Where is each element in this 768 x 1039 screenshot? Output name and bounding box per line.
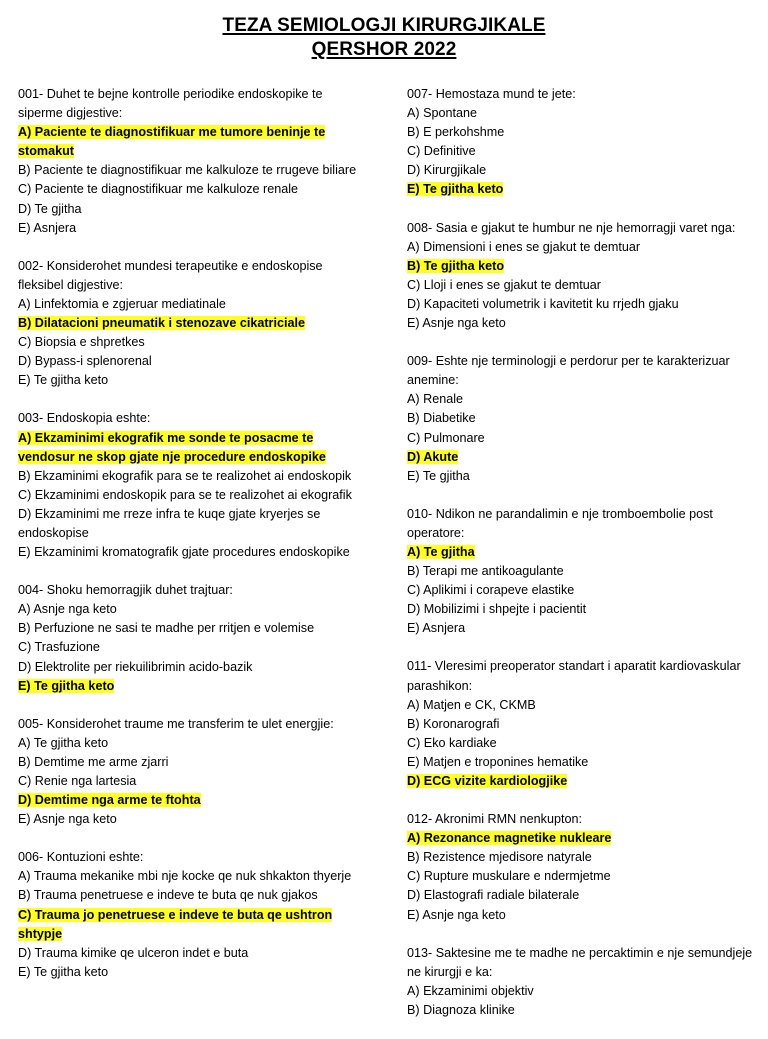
answer-option-text: C) Biopsia e shpretkes [18,335,145,350]
answer-option-text: B) Paciente te diagnostifikuar me kalkuloze te rrugeve biliare [18,163,357,178]
answer-option-text: D) Elektrolite per riekuilibrimin acido-bazik [18,659,253,674]
answer-option [407,753,757,772]
question-block [407,352,757,486]
answer-option-text: B) Demtime me arme zjarri [18,754,169,769]
question-text: 001- Duhet te bejne kontrolle periodike endoskopike te siperme digjestive: [18,87,323,121]
correct-answer-option [18,677,368,696]
answer-option [407,600,757,619]
answer-option-text: E) Asnje nga keto [407,316,506,331]
question-block [407,85,757,200]
answer-option [407,390,757,409]
answer-option [18,352,368,371]
answer-option-text: C) Definitive [407,144,476,159]
question-block [18,257,368,391]
question-block [407,810,757,925]
answer-option-text: B) Ekzaminimi ekografik para se te realizohet ai endoskopik [18,468,352,483]
answer-option [18,944,368,963]
answer-option-text: E) Te gjitha keto [18,373,109,388]
answer-option [18,963,368,982]
answer-option-text: D) ECG vizite kardiologjike [407,774,568,788]
answer-option-text: C) Paciente te diagnostifikuar me kalkuloze renale [18,182,299,197]
answer-option-text: A) Te gjitha [407,544,475,559]
answer-option-text: B) Te gjitha keto [407,258,505,273]
question-text: 013- Saktesine me te madhe ne percaktimin e nje semundjeje ne kirurgji e ka: [407,945,753,979]
question-text: 008- Sasia e gjakut te humbur ne nje hemorragji varet nga: [407,220,736,235]
answer-option-text: B) Trauma penetruese e indeve te buta qe nuk gjakos [18,888,318,903]
answer-option-text: B) Diagnoza klinike [407,1002,515,1017]
answer-option-text: D) Bypass-i splenorenal [18,354,152,369]
answer-option [407,562,757,581]
correct-answer-option [18,906,368,944]
answer-option-text: A) Ekzaminimi ekografik me sonde te posacme te vendosur ne skop gjate nje procedure endoskopike [18,430,326,464]
answer-option-text: E) Te gjitha [407,468,470,483]
answer-option [407,734,757,753]
answer-option [18,658,368,677]
question-text: 002- Konsiderohet mundesi terapeutike e endoskopise fleksibel digjestive: [18,258,323,292]
answer-option [407,142,757,161]
answer-option-text: B) Rezistence mjedisore natyrale [407,850,592,865]
answer-option [407,429,757,448]
answer-option-text: B) Dilatacioni pneumatik i stenozave cikatriciale [18,316,305,331]
answer-option [18,486,368,505]
answer-option-text: B) Terapi me antikoagulante [407,564,564,579]
answer-option-text: C) Ekzaminimi endoskopik para se te realizohet ai ekografik [18,487,352,502]
correct-answer-option [407,543,757,562]
answer-option [18,886,368,905]
answer-option-text: A) Renale [407,392,464,407]
answer-option [407,295,757,314]
answer-option-text: C) Aplikimi i corapeve elastike [407,583,575,598]
answer-option-text: A) Rezonance magnetike nukleare [407,831,612,846]
answer-option [18,200,368,219]
answer-option-text: C) Lloji i enes se gjakut te demtuar [407,277,601,292]
answer-option-text: A) Te gjitha keto [18,735,109,750]
answer-option-text: E) Asnjera [407,621,466,636]
answer-option-text: A) Dimensioni i enes se gjakut te demtuar [407,239,641,254]
answer-option-text: A) Trauma mekanike mbi nje kocke qe nuk shkakton thyerje [18,869,352,884]
question-block [407,944,757,1020]
question-text: 009- Eshte nje terminologji e perdorur per te karakterizuar anemine: [407,354,730,388]
answer-option-text: D) Trauma kimike qe ulceron indet e buta [18,945,249,960]
answer-option [407,1001,757,1020]
answer-option [407,906,757,925]
answer-option [407,886,757,905]
answer-option [18,619,368,638]
answer-option [407,867,757,886]
answer-option-text: C) Trasfuzione [18,640,100,655]
answer-option [407,467,757,486]
answer-option-text: A) Matjen e CK, CKMB [407,697,536,712]
correct-answer-option [18,123,368,161]
answer-option-text: D) Mobilizimi i shpejte i pacientit [407,602,587,617]
question-block [407,505,757,639]
answer-option [18,180,368,199]
answer-option [18,333,368,352]
correct-answer-option [407,772,757,791]
answer-option-text: D) Demtime nga arme te ftohta [18,793,201,808]
answer-option [18,219,368,238]
answer-option-text: D) Akute [407,449,459,464]
answer-option [18,734,368,753]
answer-option [407,696,757,715]
question-text: 012- Akronimi RMN nenkupton: [407,812,582,827]
answer-option [18,638,368,657]
answer-option [18,600,368,619]
question-text: 010- Ndikon ne parandalimin e nje tromboembolie post operatore: [407,506,713,540]
answer-option [407,276,757,295]
answer-option-text: C) Trauma jo penetruese e indeve te buta qe ushtron shtypje [18,907,333,941]
answer-option-text: E) Te gjitha keto [18,964,109,979]
right-column [407,85,757,1039]
answer-option-text: D) Kirurgjikale [407,163,487,178]
question-block [18,848,368,982]
answer-option [18,295,368,314]
answer-option-text: C) Renie nga lartesia [18,774,137,788]
answer-option [18,753,368,772]
answer-option [18,810,368,829]
answer-option-text: A) Spontane [407,106,478,121]
question-text: 006- Kontuzioni eshte: [18,850,144,865]
answer-option [407,123,757,142]
answer-option-text: A) Ekzaminimi objektiv [407,983,534,998]
answer-option-text: D) Elastografi radiale bilaterale [407,888,580,903]
answer-option [407,715,757,734]
answer-option [407,848,757,867]
answer-option [18,161,368,180]
answer-option-text: B) E perkohshme [407,125,505,140]
question-text: 007- Hemostaza mund te jete: [407,87,576,101]
correct-answer-option [407,257,757,276]
answer-option [407,161,757,180]
answer-option-text: D) Te gjitha [18,201,82,216]
answer-option-text: D) Kapaciteti volumetrik i kavitetit ku rrjedh gjaku [407,296,679,311]
correct-answer-option [407,829,757,848]
left-column [18,85,368,1001]
page-header [0,14,768,62]
answer-option-text: A) Linfektomia e zgjeruar mediatinale [18,296,226,311]
answer-option-text: E) Asnje nga keto [18,812,117,827]
answer-option-text: E) Asnje nga keto [407,907,506,922]
document-subtitle: QERSHOR 2022 [311,39,457,60]
answer-option-text: B) Perfuzione ne sasi te madhe per rritjen e volemise [18,621,315,636]
question-text: 003- Endoskopia eshte: [18,411,151,426]
correct-answer-option [18,791,368,810]
answer-option [18,867,368,886]
correct-answer-option [407,448,757,467]
answer-option-text: A) Asnje nga keto [18,602,117,617]
answer-option-text: C) Rupture muskulare e ndermjetme [407,869,611,884]
question-block [407,657,757,791]
answer-option [407,982,757,1001]
answer-option [407,238,757,257]
answer-option [407,314,757,333]
answer-option [407,619,757,638]
answer-option [18,505,368,543]
answer-option [407,581,757,600]
answer-option-text: C) Eko kardiake [407,735,497,750]
answer-option-text: E) Te gjitha keto [407,182,504,197]
answer-option [407,409,757,428]
answer-option-text: D) Ekzaminimi me rreze infra te kuqe gjate kryerjes se endoskopise [18,506,321,540]
answer-option-text: E) Matjen e troponines hematike [407,754,589,769]
question-block [18,409,368,562]
answer-option-text: E) Te gjitha keto [18,678,115,693]
question-text: 011- Vleresimi preoperator standart i aparatit kardiovaskular parashikon: [407,659,741,693]
answer-option [18,772,368,791]
answer-option [18,371,368,390]
answer-option-text: B) Koronarografi [407,716,500,731]
question-block [18,715,368,830]
correct-answer-option [18,429,368,467]
correct-answer-option [407,180,757,199]
question-text: 004- Shoku hemorragjik duhet trajtuar: [18,583,233,598]
answer-option [18,467,368,486]
answer-option-text: E) Asnjera [18,220,77,235]
answer-option-text: B) Diabetike [407,411,476,426]
question-text: 005- Konsiderohet traume me transferim te ulet energjie: [18,716,334,731]
question-block [18,581,368,696]
question-block [18,85,368,238]
answer-option-text: C) Pulmonare [407,430,485,445]
answer-option-text: A) Paciente te diagnostifikuar me tumore beninje te stomakut [18,125,326,159]
answer-option [407,104,757,123]
question-block [407,219,757,334]
answer-option [18,543,368,562]
answer-option-text: E) Ekzaminimi kromatografik gjate procedures endoskopike [18,545,350,560]
document-title: TEZA SEMIOLOGJI KIRURGJIKALE [222,15,546,36]
correct-answer-option [18,314,368,333]
